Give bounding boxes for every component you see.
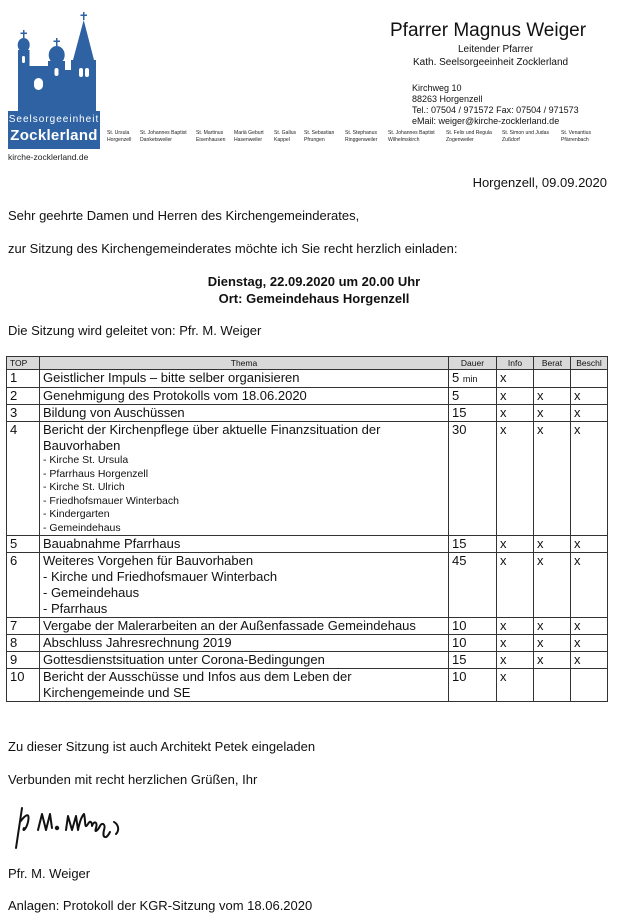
- parish-item: St. Ursula Horgenzell: [107, 130, 132, 143]
- parish-item: St. Gallus Kappel: [274, 130, 297, 143]
- parish-item: St. Sebastian Pfrungen: [304, 130, 335, 143]
- agenda-table: [6, 356, 608, 702]
- parish-item: St. Simon und Judas Zußdorf: [502, 130, 550, 143]
- signature-icon: [8, 800, 148, 855]
- table-row: 7 Vergabe der Malerarbeiten an der Außenfassade Gemeindehaus 10 x x x: [7, 618, 608, 635]
- event-place: Ort: Gemeindehaus Horgenzell: [218, 291, 410, 306]
- table-row: 5 Bauabnahme Pfarrhaus 15 x x x: [7, 536, 608, 553]
- sender-role: Leitender Pfarrer: [458, 44, 534, 55]
- sender-street: Kirchweg 10: [412, 83, 462, 93]
- sender-city: 88263 Horgenzell: [412, 94, 483, 104]
- table-row: 6 Weiteres Vorgehen für Bauvorhaben - Kirche und Friedhofsmauer Winterbach - Gemeindehaus - Pfarrhaus 45 x x x: [7, 553, 608, 618]
- table-row: 2 Genehmigung des Protokolls vom 18.06.2020 5 x x x: [7, 388, 608, 405]
- col-info: Info: [497, 357, 534, 370]
- parish-item: St. Martinus Eisenhausen: [196, 130, 226, 143]
- table-row: 10 Bericht der Ausschüsse und Infos aus dem Leben der Kirchengemeinde und SE 10 x: [7, 669, 608, 702]
- logo-url: kirche-zocklerland.de: [8, 152, 89, 162]
- attachment-note: Anlagen: Protokoll der KGR-Sitzung vom 18.06.2020: [8, 898, 313, 913]
- col-beschl: Beschl: [571, 357, 608, 370]
- invite-text: zur Sitzung des Kirchengemeinderates möchte ich Sie recht herzlich einladen:: [8, 241, 458, 256]
- sender-name: Pfarrer Magnus Weiger: [390, 20, 587, 41]
- table-header-row: [7, 357, 608, 370]
- col-dauer: Dauer: [449, 357, 497, 370]
- parish-item: St. Johannes Baptist Wilhelmskirch: [388, 130, 435, 143]
- table-row: 3 Bildung von Auschüssen 15 x x x: [7, 405, 608, 422]
- church-logo-icon: [8, 8, 100, 112]
- parish-item: St. Felix und Regula Zogenweiler: [446, 130, 492, 143]
- table-row: 8 Abschluss Jahresrechnung 2019 10 x x x: [7, 635, 608, 652]
- chair-text: Die Sitzung wird geleitet von: Pfr. M. Weiger: [8, 323, 262, 338]
- signature-name: Pfr. M. Weiger: [8, 866, 91, 881]
- parish-item: St. Johannes Baptist Danketsweiler: [140, 130, 187, 143]
- parish-item: St. Venantius Pfärrenbach: [561, 130, 592, 143]
- letter-date: Horgenzell, 09.09.2020: [472, 175, 607, 190]
- sender-email[interactable]: eMail: weiger@kirche-zocklerland.de: [412, 116, 560, 126]
- table-row: 9 Gottesdienstsituation unter Corona-Bedingungen 15 x x x: [7, 652, 608, 669]
- table-row: 1 Geistlicher Impuls – bitte selber organisieren 5 min x: [7, 370, 608, 388]
- col-berat: Berat: [534, 357, 571, 370]
- col-thema: Thema: [40, 357, 449, 370]
- logo-line2: Zocklerland: [10, 127, 98, 144]
- architect-note: Zu dieser Sitzung ist auch Architekt Petek eingeladen: [8, 739, 316, 754]
- greeting: Sehr geehrte Damen und Herren des Kirchengemeinderates,: [8, 208, 360, 223]
- closing-text: Verbunden mit recht herzlichen Grüßen, Ihr: [8, 772, 258, 787]
- table-row: 4 Bericht der Kirchenpflege über aktuelle Finanzsituation der Bauvorhaben - Kirche St. Ursula - Pfarrhaus Horgenzell - Kirche St. Ulrich - Friedhofsmauer Winterbach - Kindergarten - Gemeindehaus 30 x x x: [7, 422, 608, 536]
- event-date: Dienstag, 22.09.2020 um 20.00 Uhr: [207, 274, 421, 289]
- sender-unit: Kath. Seelsorgeeinheit Zocklerland: [413, 57, 569, 68]
- col-top: TOP: [7, 357, 40, 370]
- logo-line1: Seelsorgeeinheit: [8, 114, 100, 125]
- sender-phone: Tel.: 07504 / 971572 Fax: 07504 / 971573: [412, 105, 579, 115]
- parish-item: Mariä Geburt Hasenweiler: [234, 130, 264, 143]
- logo-banner: [8, 111, 100, 149]
- parish-item: St. Stephanus Ringgenweiler: [345, 130, 378, 143]
